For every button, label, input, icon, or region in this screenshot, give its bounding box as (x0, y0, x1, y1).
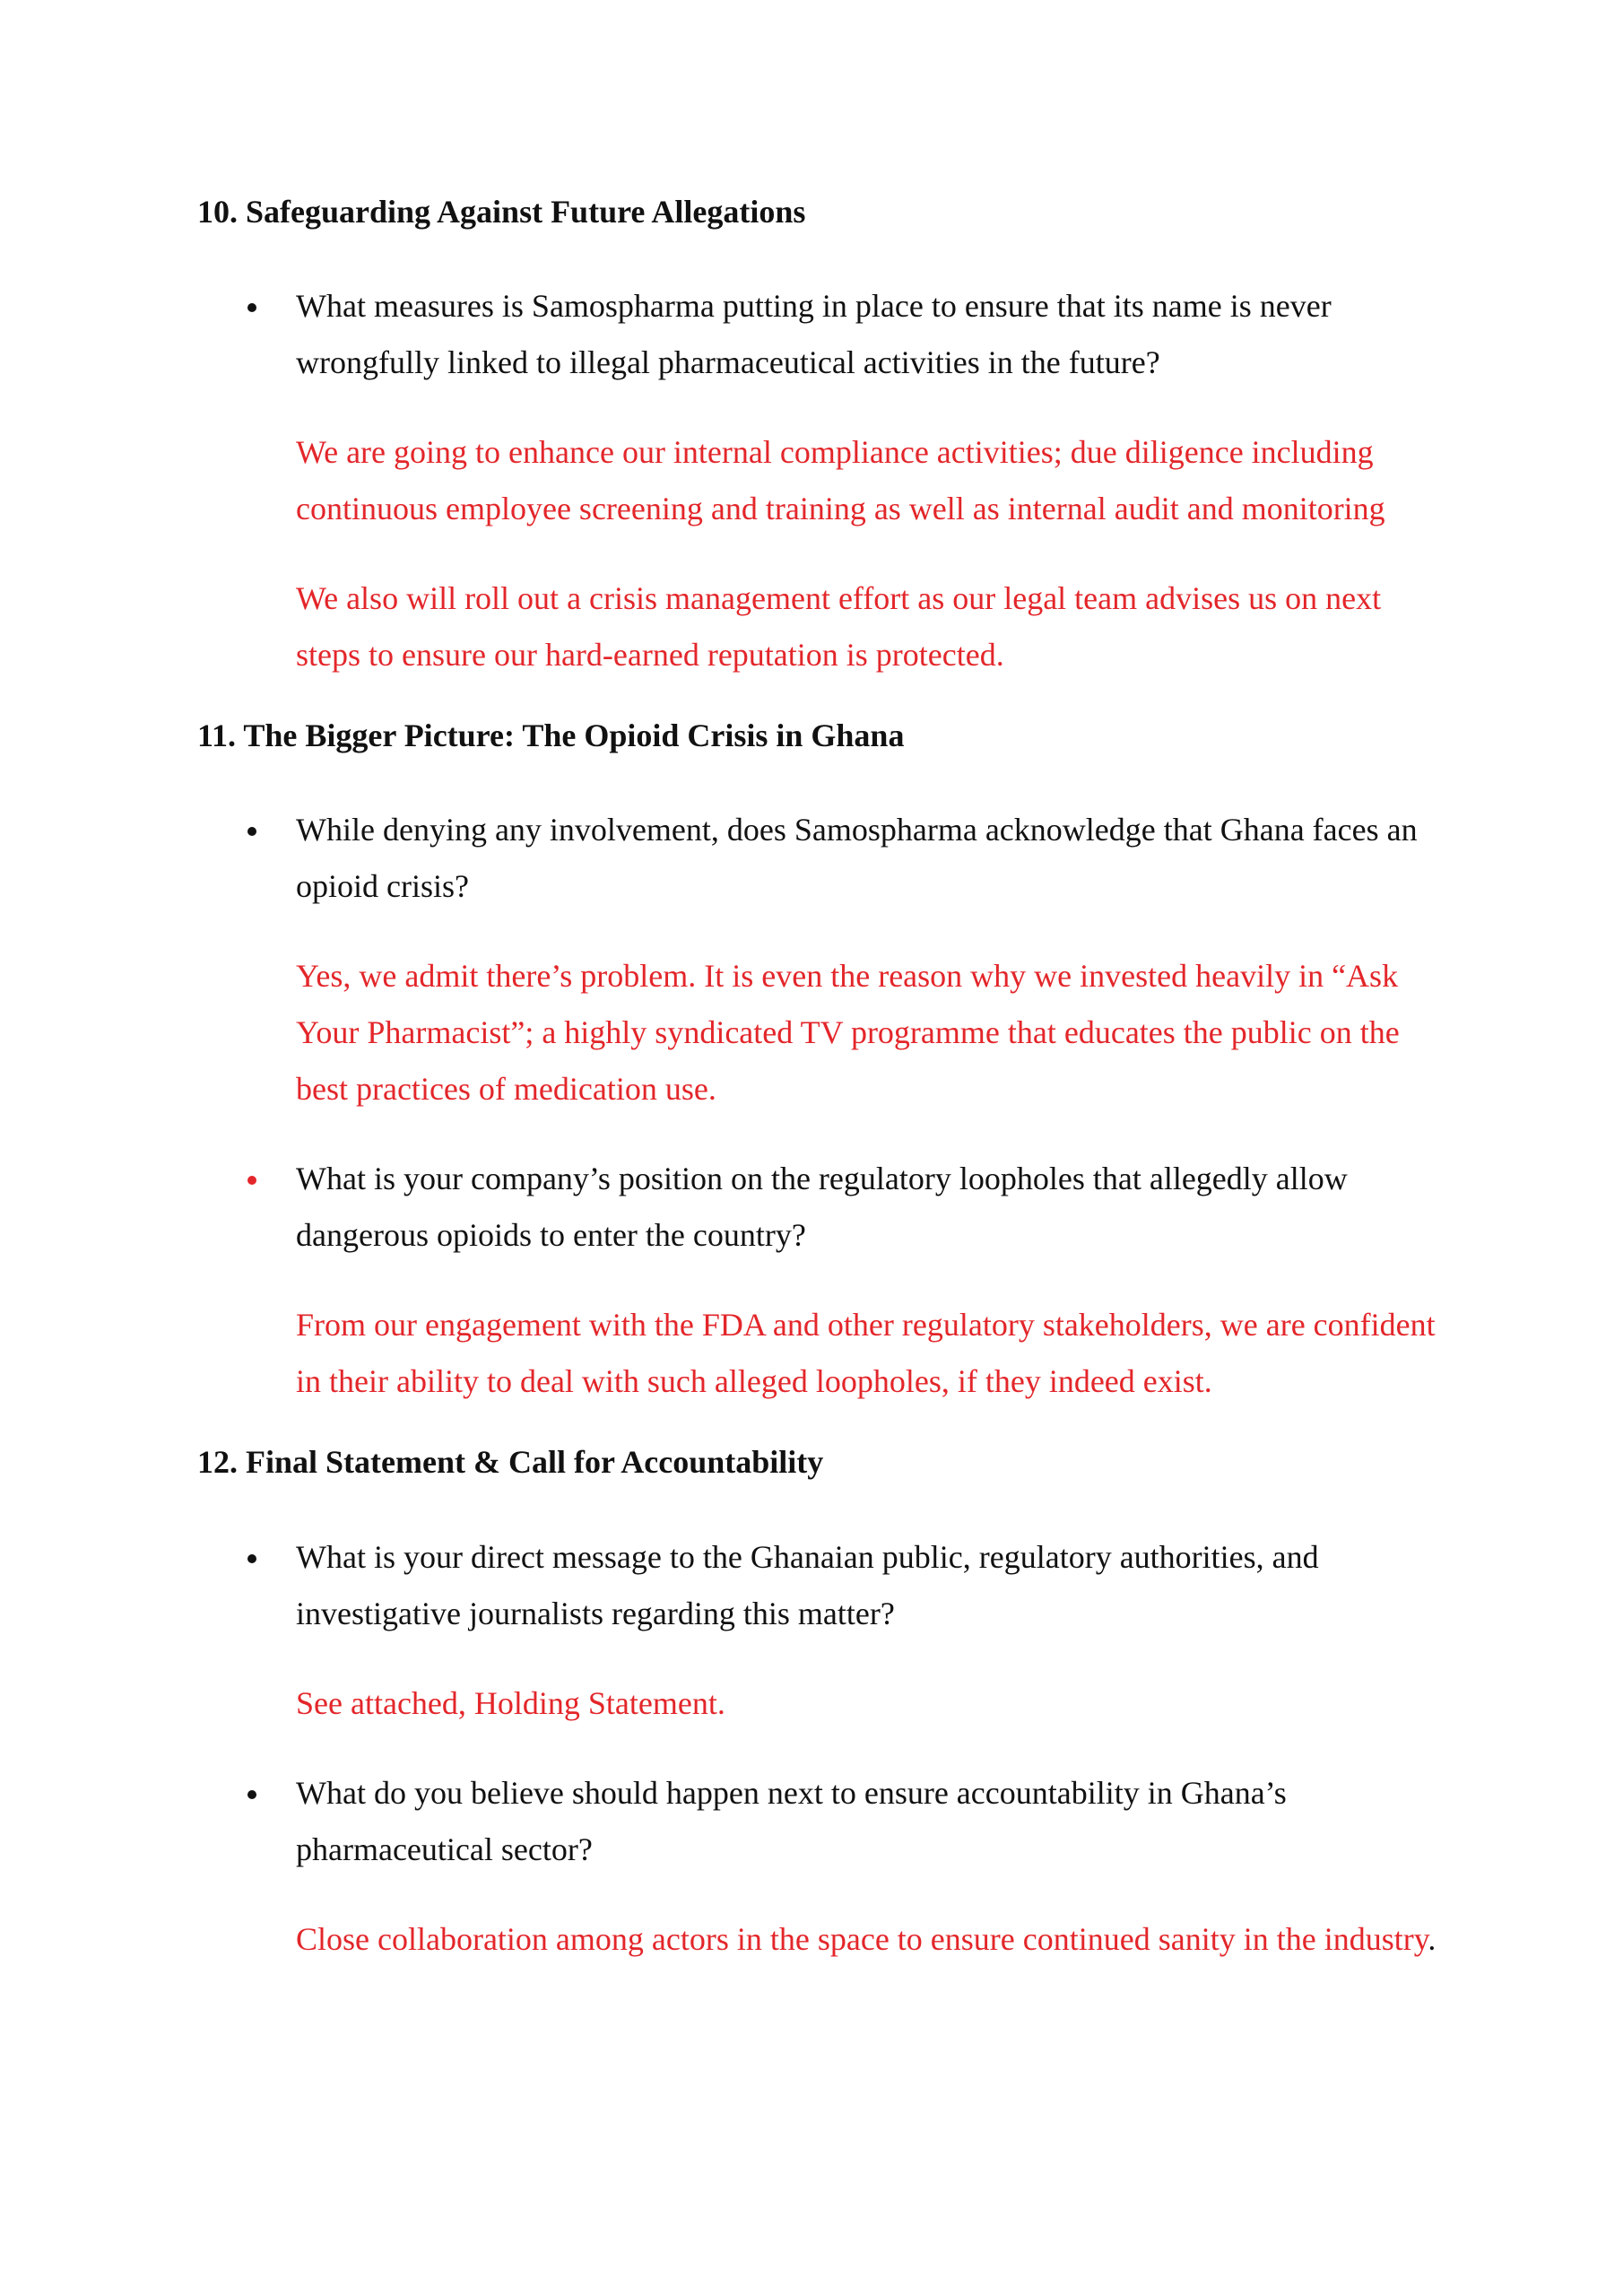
answer-text: Yes, we admit there’s problem. It is even the reason why we invested heavily in “Ask Your Pharmacist”; a highly syndicated TV programme that educates the public on the best practices of medication use. (296, 958, 1400, 1108)
question-text: What do you believe should happen next to ensure accountability in Ghana’s pharmaceutical sector? (296, 1774, 1287, 1867)
question-item (197, 1765, 1453, 1968)
section-10 (197, 193, 1453, 683)
bullet-icon (247, 827, 256, 836)
bullet-icon (247, 1554, 256, 1563)
question-text: What is your company’s position on the regulatory loopholes that allegedly allow dangerous opioids to enter the country? (296, 1161, 1348, 1254)
bullet-icon (247, 1790, 256, 1799)
document-page (197, 193, 1453, 2001)
question-item (197, 278, 1453, 683)
section-heading: 11. The Bigger Picture: The Opioid Crisis in Ghana (197, 718, 905, 754)
bullet-icon (247, 1176, 256, 1185)
question-item (197, 1151, 1453, 1410)
answer-text: We are going to enhance our internal compliance activities; due diligence including continuous employee screening and training as well as internal audit and monitoring (296, 434, 1385, 527)
question-item (197, 1529, 1453, 1732)
section-11 (197, 717, 1453, 1410)
section-12 (197, 1443, 1453, 1967)
answer-text: We also will roll out a crisis management effort as our legal team advises us on next steps to ensure our hard-earned reputation is protected. (296, 580, 1382, 674)
section-heading: 10. Safeguarding Against Future Allegations (197, 194, 806, 230)
answer-text: From our engagement with the FDA and other regulatory stakeholders, we are confident in their ability to deal with such alleged loopholes, if they indeed exist. (296, 1307, 1436, 1400)
answer-main: Close collaboration among actors in the space to ensure continued sanity in the industry (296, 1920, 1428, 1957)
question-text: What measures is Samospharma putting in place to ensure that its name is never wrongfully linked to illegal pharmaceutical activities in the future? (296, 288, 1332, 381)
section-heading: 12. Final Statement & Call for Accountability (197, 1444, 824, 1481)
answer-period: . (1428, 1920, 1436, 1957)
question-text: What is your direct message to the Ghanaian public, regulatory authorities, and investigative journalists regarding this matter? (296, 1538, 1319, 1631)
question-item (197, 802, 1453, 1118)
answer-text: See attached, Holding Statement. (296, 1684, 725, 1721)
answer-text (296, 1911, 1453, 1968)
question-text: While denying any involvement, does Samospharma acknowledge that Ghana faces an opioid crisis? (296, 812, 1418, 905)
bullet-icon (247, 303, 256, 312)
